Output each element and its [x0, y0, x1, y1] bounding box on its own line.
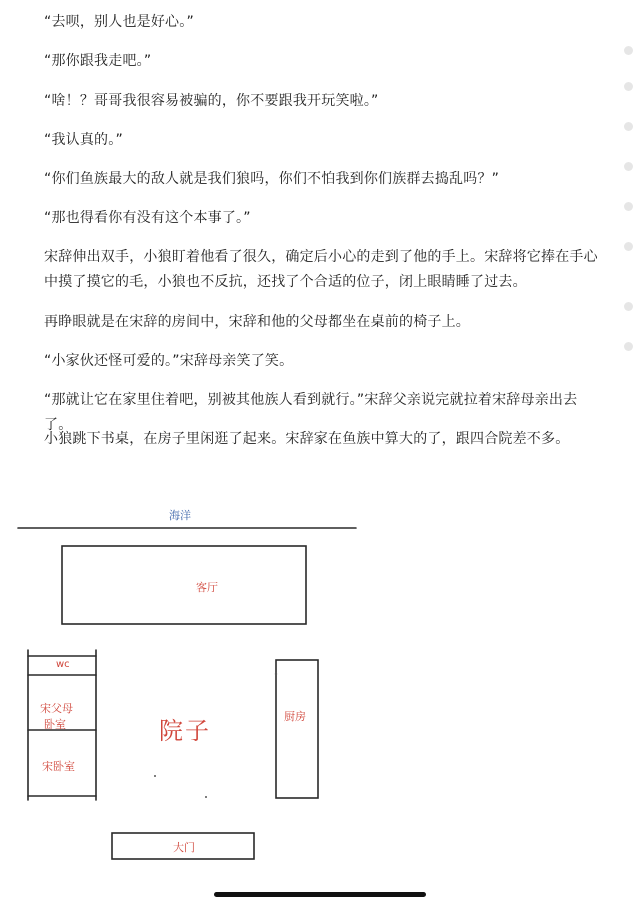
kitchen-outline [276, 660, 318, 798]
paragraph: “啥！？哥哥我很容易被骗的，你不要跟我开玩笑啦。” [44, 93, 379, 109]
living-room-outline [62, 546, 306, 624]
paragraph: “我认真的。” [44, 132, 123, 148]
ocean-label: 海洋 [169, 509, 191, 522]
paragraph: 小狼跳下书桌，在房子里闲逛了起来。宋辞家在鱼族中算大的了，跟四合院差不多。 [44, 431, 570, 447]
scroll-dot [624, 202, 633, 211]
paragraph: “你们鱼族最大的敌人就是我们狼吗，你们不怕我到你们族群去捣乱吗？” [44, 171, 500, 187]
sketch-lines [0, 490, 640, 880]
courtyard-label: 院子 [159, 717, 211, 745]
sketch-dot [205, 796, 207, 798]
living-room-label: 客厅 [196, 581, 218, 594]
paragraph: “那也得看你有没有这个本事了。” [44, 210, 251, 226]
paragraph: “去呗，别人也是好心。” [44, 14, 194, 30]
house-layout-sketch [0, 490, 640, 880]
sketch-dot [275, 673, 277, 675]
wc-label: wc [56, 659, 70, 670]
scroll-dot [624, 46, 633, 55]
paragraph: 再睁眼就是在宋辞的房间中，宋辞和他的父母都坐在桌前的椅子上。 [44, 314, 470, 330]
paragraph: “那你跟我走吧。” [44, 53, 152, 69]
paragraph: “那就让它在家里住着吧，别被其他族人看到就行。”宋辞父亲说完就拉着宋辞母亲出去了。 [44, 392, 578, 433]
song-bedroom-label: 宋卧室 [42, 760, 75, 773]
sketch-dot [154, 775, 156, 777]
scroll-dot [624, 82, 633, 91]
gate-label: 大门 [173, 841, 195, 854]
paragraph: 宋辞伸出双手，小狼盯着他看了很久，确定后小心的走到了他的手上。宋辞将它捧在手心中摸了摸它的毛，小狼也不反抗，还找了个合适的位子，闭上眼睛睡了过去。 [44, 249, 598, 290]
parents-bedroom-label-line2: 卧室 [44, 718, 66, 731]
scroll-dot [624, 122, 633, 131]
scroll-dot [624, 342, 633, 351]
paragraph: “小家伙还怪可爱的。”宋辞母亲笑了笑。 [44, 353, 294, 369]
scroll-dot [624, 242, 633, 251]
kitchen-label: 厨房 [284, 710, 306, 723]
home-indicator-bar[interactable] [214, 892, 426, 897]
scroll-dot [624, 302, 633, 311]
scroll-dot [624, 162, 633, 171]
parents-bedroom-label-line1: 宋父母 [40, 702, 73, 715]
